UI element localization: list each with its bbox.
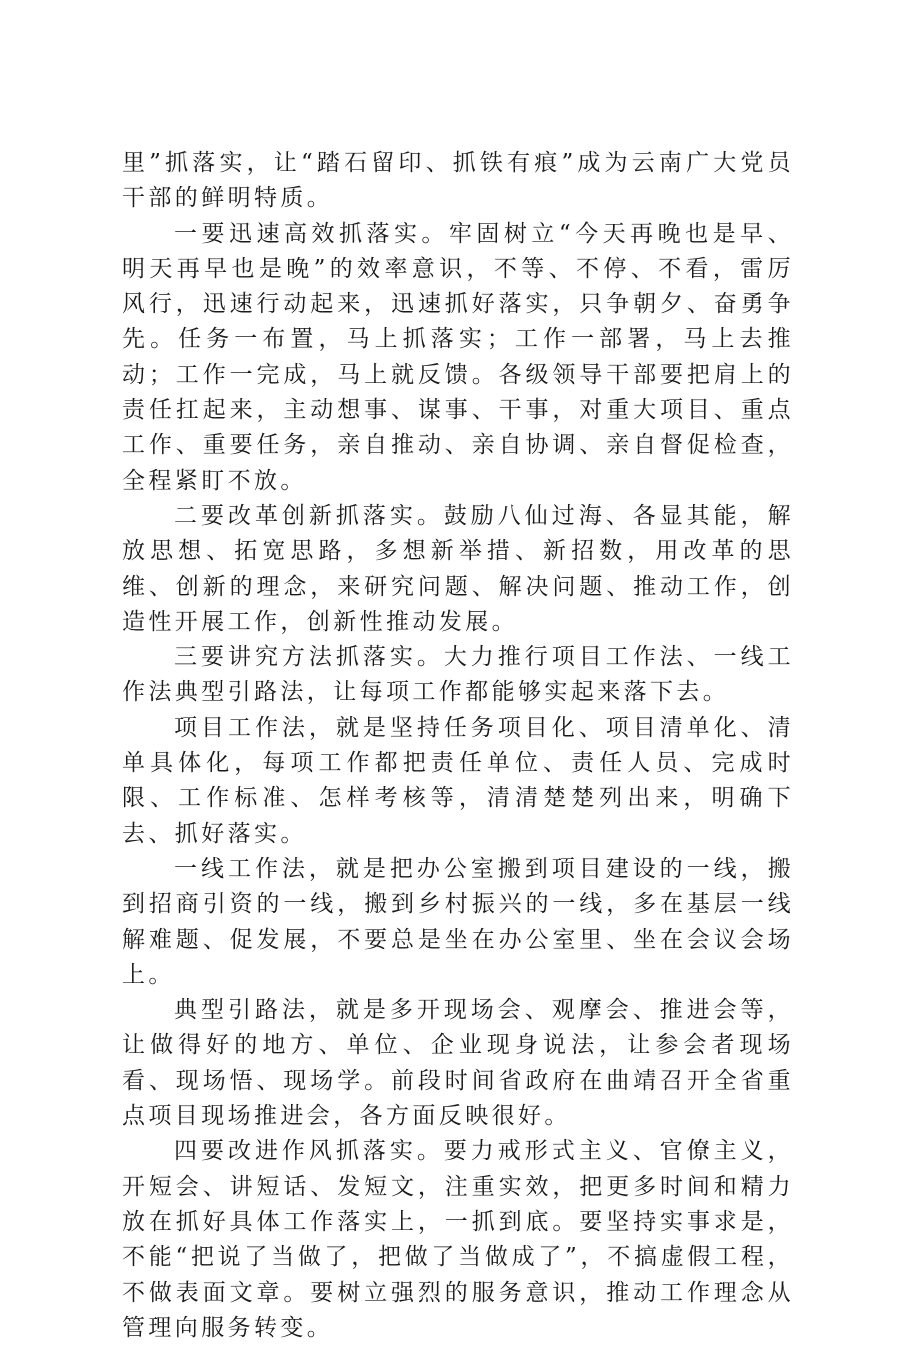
paragraph-work-style: 四要改进作风抓落实。要力戒形式主义、官僚主义，开短会、讲短话、发短文，注重实效，把更多时间和精力放在抓好具体工作落实上，一抓到底。要坚持实事求是，不能“把说了当做了，把做了当做成了”，不搞虚假工程，不做表面文章。要树立强烈的服务意识，推动工作理念从管理向服务转变。 <box>122 1138 794 1341</box>
paragraph-reform-innovation: 二要改革创新抓落实。鼓励八仙过海、各显其能，解放思想、拓宽思路，多想新举措、新招数，用改革的思维、创新的理念，来研究问题、解决问题、推动工作，创造性开展工作，创新性推动发展。 <box>122 502 794 635</box>
paragraph-frontline-method: 一线工作法，就是把办公室搬到项目建设的一线，搬到招商引资的一线，搬到乡村振兴的一线，多在基层一线解难题、促发展，不要总是坐在办公室里、坐在会议会场上。 <box>122 855 794 988</box>
paragraph-project-method: 项目工作法，就是坚持任务项目化、项目清单化、清单具体化，每项工作都把责任单位、责任人员、完成时限、工作标准、怎样考核等，清清楚楚列出来，明确下去、抓好落实。 <box>122 714 794 847</box>
paragraph-efficient-implementation: 一要迅速高效抓落实。牢固树立“今天再晚也是早、明天再早也是晚”的效率意识，不等、不停、不看，雷厉风行，迅速行动起来，迅速抓好落实，只争朝夕、奋勇争先。任务一布置，马上抓落实；工作一部署，马上去推动；工作一完成，马上就反馈。各级领导干部要把肩上的责任扛起来，主动想事、谋事、干事，对重大项目、重点工作、重要任务，亲自推动、亲自协调、亲自督促检查，全程紧盯不放。 <box>122 220 794 494</box>
paragraph-continuation: 里”抓落实，让“踏石留印、抓铁有痕”成为云南广大党员干部的鲜明特质。 <box>122 150 794 212</box>
paragraph-methods: 三要讲究方法抓落实。大力推行项目工作法、一线工作法典型引路法，让每项工作都能够实起来落下去。 <box>122 644 794 706</box>
paragraph-model-method: 典型引路法，就是多开现场会、观摩会、推进会等，让做得好的地方、单位、企业现身说法，让参会者现场看、现场悟、现场学。前段时间省政府在曲靖召开全省重点项目现场推进会，各方面反映很好。 <box>122 997 794 1130</box>
document-page <box>122 146 794 1346</box>
